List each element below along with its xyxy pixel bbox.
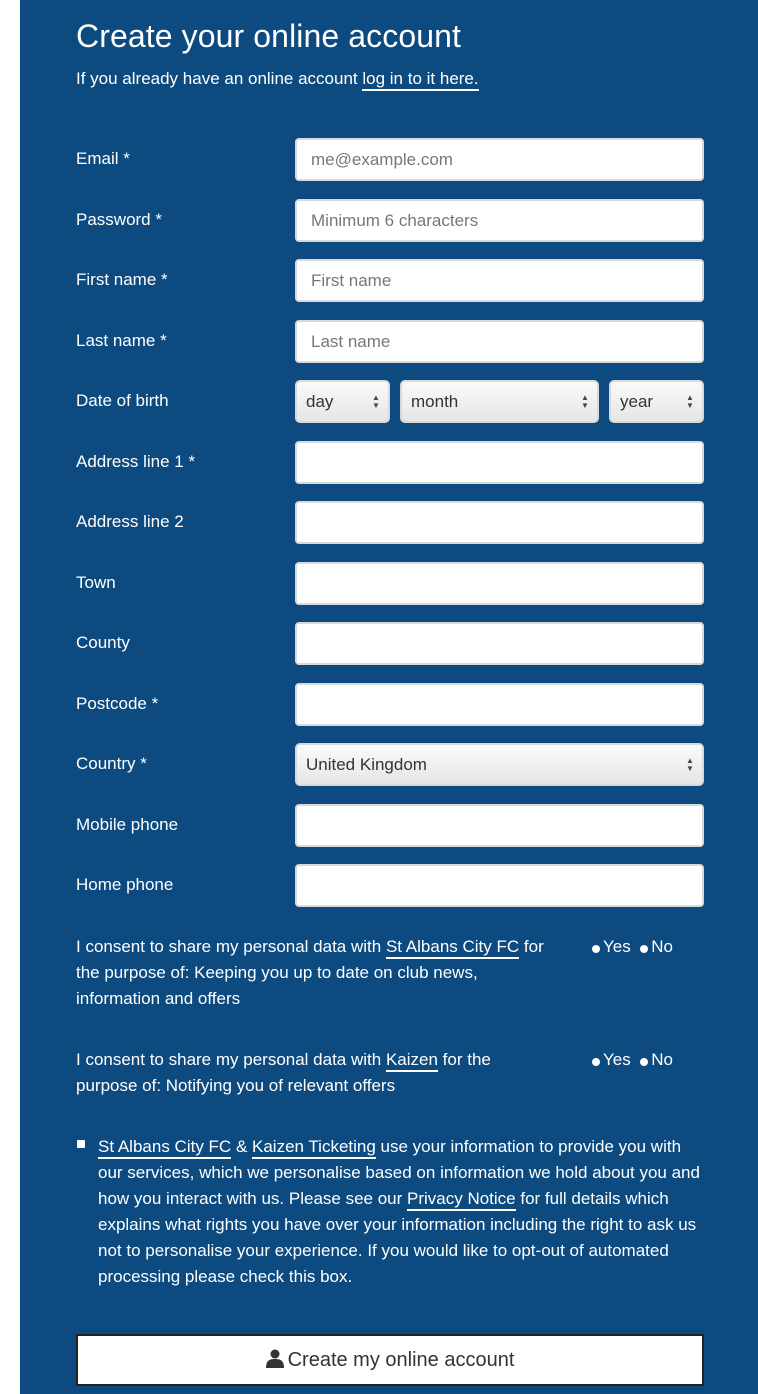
- notice-amp: &: [231, 1137, 253, 1156]
- consent-club-prefix: I consent to share my personal data with: [76, 937, 386, 956]
- county-field[interactable]: [295, 622, 704, 665]
- login-prompt: [76, 69, 479, 89]
- email-label: Email *: [76, 149, 130, 168]
- consent-club-no-radio[interactable]: [640, 937, 673, 956]
- radio-dot-icon: [592, 1058, 600, 1066]
- create-account-button[interactable]: [76, 1334, 704, 1386]
- address1-label: Address line 1 *: [76, 452, 196, 471]
- town-label: Town: [76, 573, 116, 592]
- address2-field[interactable]: [295, 501, 704, 544]
- dob-month-value: month: [411, 392, 459, 411]
- consent-club-text: [76, 934, 546, 1012]
- yes-label: Yes: [603, 937, 631, 956]
- last-name-label: Last name *: [76, 331, 167, 350]
- kaizen-ticketing-link[interactable]: Kaizen Ticketing: [252, 1137, 376, 1159]
- up-down-arrows-icon: ▲ ▼: [581, 393, 589, 410]
- consent-club-options: [592, 934, 673, 960]
- consent-kaizen-text: [76, 1047, 546, 1099]
- dob-year-select[interactable]: [609, 380, 704, 423]
- county-label: County: [76, 633, 130, 652]
- notice-text-1: use your information to provide you with our services, which we personalise based on information we hold about you and how you interact with us. Please see our: [98, 1137, 700, 1208]
- first-name-label: First name *: [76, 270, 168, 289]
- home-phone-field[interactable]: [295, 864, 704, 907]
- up-down-arrows-icon: ▲ ▼: [372, 393, 380, 410]
- dob-day-value: day: [306, 392, 334, 411]
- notice-club-link[interactable]: St Albans City FC: [98, 1137, 231, 1159]
- home-label: Home phone: [76, 875, 174, 894]
- password-field[interactable]: [295, 199, 704, 242]
- dob-month-select[interactable]: [400, 380, 599, 423]
- no-label: No: [651, 937, 673, 956]
- privacy-notice-link[interactable]: Privacy Notice: [407, 1189, 516, 1211]
- create-account-label: Create my online account: [287, 1349, 515, 1371]
- dob-label: Date of birth: [76, 391, 169, 410]
- privacy-notice-text: [98, 1134, 708, 1290]
- address1-field[interactable]: [295, 441, 704, 484]
- consent-club-yes-radio[interactable]: [592, 937, 631, 956]
- radio-dot-icon: [592, 945, 600, 953]
- dob-year-value: year: [620, 392, 654, 411]
- first-name-field[interactable]: [295, 259, 704, 302]
- consent-club-suffix: for the purpose of: Keeping you up to date on club news, information and offers: [76, 937, 544, 1008]
- consent-kaizen-yes-radio[interactable]: [592, 1050, 631, 1069]
- dob-day-select[interactable]: [295, 380, 390, 423]
- password-label: Password *: [76, 210, 162, 229]
- consent-kaizen-prefix: I consent to share my personal data with: [76, 1050, 386, 1069]
- mobile-label: Mobile phone: [76, 815, 179, 834]
- country-label: Country *: [76, 754, 147, 773]
- up-down-arrows-icon: ▲ ▼: [686, 393, 694, 410]
- club-link[interactable]: St Albans City FC: [386, 937, 519, 959]
- mobile-phone-field[interactable]: [295, 804, 704, 847]
- radio-dot-icon: [640, 945, 648, 953]
- country-value: United Kingdom: [306, 755, 427, 774]
- page-title: Create your online account: [76, 18, 462, 54]
- town-field[interactable]: [295, 562, 704, 605]
- consent-kaizen-suffix: for the purpose of: Notifying you of relevant offers: [76, 1050, 491, 1095]
- last-name-field[interactable]: [295, 320, 704, 363]
- email-field[interactable]: [295, 138, 704, 181]
- yes-label: Yes: [603, 1050, 631, 1069]
- user-icon: [266, 1349, 284, 1368]
- registration-panel: [20, 0, 758, 1394]
- kaizen-link[interactable]: Kaizen: [386, 1050, 438, 1072]
- no-label: No: [651, 1050, 673, 1069]
- notice-text-2: for full details which explains what rights you have over your information including the right to ask us not to personalise your experience. If you would like to opt-out of automated processing please check this box.: [98, 1189, 697, 1286]
- opt-out-checkbox[interactable]: [77, 1140, 85, 1148]
- radio-dot-icon: [640, 1058, 648, 1066]
- postcode-field[interactable]: [295, 683, 704, 726]
- country-select[interactable]: [295, 743, 704, 786]
- up-down-arrows-icon: ▲ ▼: [686, 756, 694, 773]
- login-prompt-text: If you already have an online account: [76, 69, 363, 88]
- login-link[interactable]: log in to it here.: [362, 69, 478, 91]
- address2-label: Address line 2: [76, 512, 184, 531]
- postcode-label: Postcode *: [76, 694, 159, 713]
- consent-kaizen-options: [592, 1047, 673, 1073]
- consent-kaizen-no-radio[interactable]: [640, 1050, 673, 1069]
